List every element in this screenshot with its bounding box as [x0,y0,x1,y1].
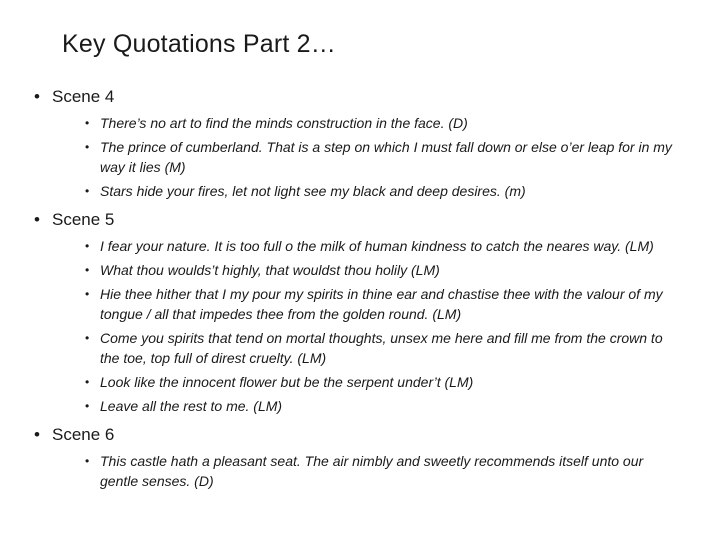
quote-item [82,137,675,177]
quote-text: The prince of cumberland. That is a step on which I must fall down or else o’er leap for in my way it lies (M) [100,139,672,175]
bullet-icon: • [85,454,90,468]
quote-text: Hie thee hither that I my pour my spirits in thine ear and chastise thee with the valour of my tongue / all that impedes thee from the golden round. (LM) [100,286,663,322]
quote-text: I fear your nature. It is too full o the milk of human kindness to catch the neares way. (LM) [100,238,654,254]
quote-item [82,236,675,256]
quote-item [82,328,675,368]
quote-item [82,181,675,201]
bullet-icon: • [34,210,40,229]
quote-item [82,451,675,491]
quote-item [82,396,675,416]
quote-text: This castle hath a pleasant seat. The air nimbly and sweetly recommends itself unto our gentle senses. (D) [100,453,644,489]
quote-text: Stars hide your fires, let not light see my black and deep desires. (m) [100,183,526,199]
bullet-icon: • [85,140,90,154]
quote-text: Look like the innocent flower but be the serpent under’t (LM) [100,374,474,390]
scene-label: Scene 4 [52,87,115,106]
quote-text: Come you spirits that tend on mortal thoughts, unsex me here and fill me from the crown to the toe, top full of direst cruelty. (LM) [100,330,663,366]
quote-text: What thou woulds’t highly, that wouldst thou holily (LM) [100,262,440,278]
quote-text: Leave all the rest to me. (LM) [100,398,283,414]
scene-label: Scene 6 [52,425,115,444]
slide-content [30,86,680,497]
scene-item-6 [30,424,680,491]
scene-list [30,86,680,491]
slide-title: Key Quotations Part 2… [62,30,336,58]
bullet-icon: • [85,399,90,413]
quote-item [82,260,675,280]
quote-list [52,236,680,416]
bullet-icon: • [34,87,40,106]
scene-label: Scene 5 [52,210,115,229]
scene-item-5 [30,209,680,416]
quote-item [82,284,675,324]
quote-text: There’s no art to find the minds construction in the face. (D) [100,115,468,131]
bullet-icon: • [85,375,90,389]
bullet-icon: • [85,331,90,345]
bullet-icon: • [85,263,90,277]
quote-item [82,113,675,133]
bullet-icon: • [85,116,90,130]
quote-item [82,372,675,392]
bullet-icon: • [34,425,40,444]
scene-item-4 [30,86,680,201]
bullet-icon: • [85,287,90,301]
quote-list [52,451,680,491]
quote-list [52,113,680,201]
bullet-icon: • [85,184,90,198]
bullet-icon: • [85,239,90,253]
